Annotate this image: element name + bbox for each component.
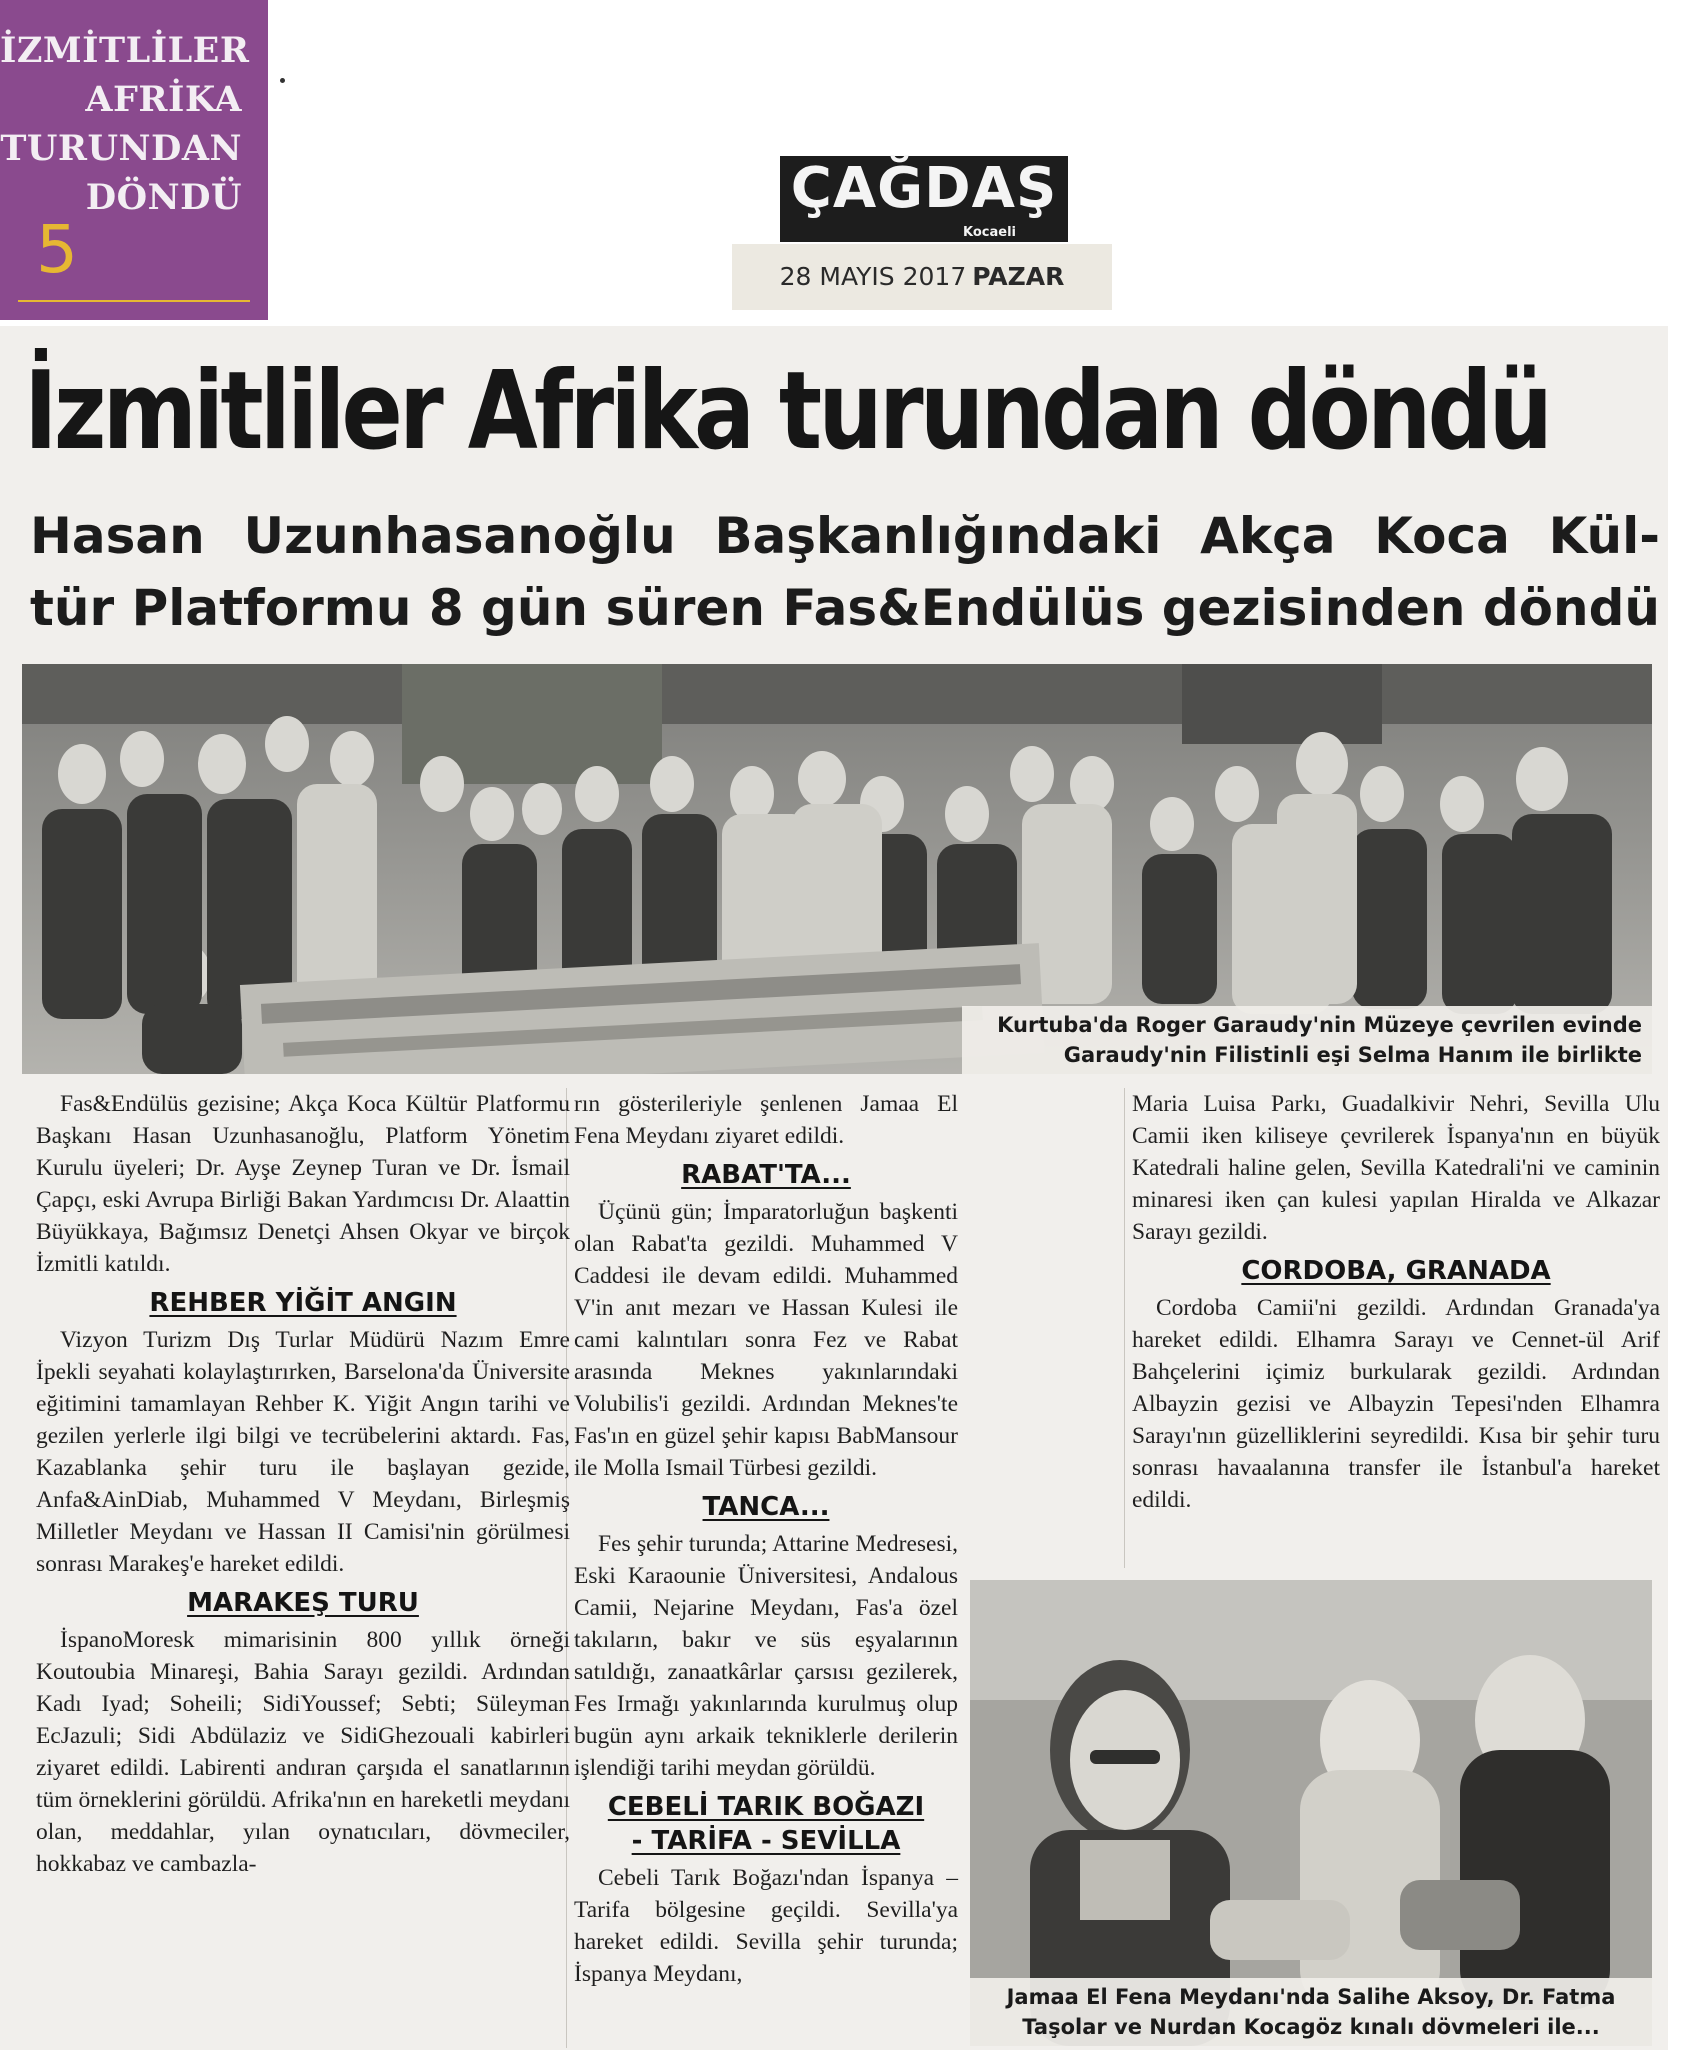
article-subhead: [30, 500, 1660, 644]
issue-date-text: 28 MAYIS 2017: [779, 262, 967, 291]
issue-day: PAZAR: [972, 262, 1065, 291]
article-column-3: [1132, 1088, 1660, 1516]
col2-paragraph-2: Fes şehir turunda; Attarine Medresesi, Eski Karaounie Üniversitesi, Andalous Camii, Nejarine Meydanı, Fas'a özel takıların, bakır ve süs eşyalarının satıldığı, zanaatkârlar çarsısı gezilerek, Fes Irmağı yakınlarında kurulmuş olup bugün aynı arkaik tekniklerle derilerin işlendiği tarihi meydan görüldü.: [574, 1531, 958, 1781]
col2-heading-tarifa-sevilla: - TARİFA - SEVİLLA: [631, 1826, 901, 1856]
masthead-title: ÇAĞDAŞ: [790, 156, 1058, 221]
col2-heading-rabat: RABAT'TA...: [681, 1160, 851, 1190]
col3-paragraph-1: Cordoba Camii'ni gezildi. Ardından Granada'ya hareket edildi. Elhamra Sarayı ve Cennet-ül Arif Bahçelerini içimiz burkularak gezildi. Ardından Albayzin gezisi ve Albayzin Tepesi'nden Elhamra Sarayı'nın güzelliklerini seyredildi. Kısa bir şehir turu sonrası havaalanına transfer ile İstanbul'a hareket edildi.: [1132, 1295, 1660, 1513]
article-column-1: [36, 1088, 570, 1880]
henna-photo-caption-line-1: Jamaa El Fena Meydanı'nda Salihe Aksoy, Dr. Fatma: [1006, 1985, 1616, 2009]
page-number-rule: [18, 300, 250, 302]
col2-heading-gibraltar: CEBELİ TARIK BOĞAZI: [607, 1792, 925, 1822]
col1-paragraph-2: İspanoMoresk mimarisinin 800 yıllık örneği Koutoubia Minareşi, Bahia Sarayı gezildi. Ardından Kadı Iyad; Soheili; SidiYoussef; Sebti; Süleyman EcJazuli; Sidi Abdülaziz ve SidiGhezouali kabirleri ziyaret edildi. Labirenti andıran çarşıda el sanatlarının tüm örneklerini görüldü. Afrika'nın en hareketli meydanı olan, meddahlar, yılan oynatıcıları, dövmeciler, hokkabaz ve cambazla-: [36, 1627, 570, 1877]
col1-heading-guide: REHBER YİĞİT ANGIN: [149, 1288, 457, 1318]
print-speck: [280, 78, 285, 83]
tag-line-3: TURUNDAN: [0, 128, 242, 169]
article-column-2: [574, 1088, 958, 1990]
group-photo-caption-line-2: Garaudy'nin Filistinli eşi Selma Hanım ile birlikte: [1063, 1043, 1642, 1067]
henna-photo-caption-line-2: Taşolar ve Nurdan Kocagöz kınalı dövmeleri ile...: [1022, 2015, 1600, 2039]
henna-photo-caption: [970, 1978, 1652, 2046]
group-photo: [22, 664, 1652, 1074]
col2-paragraph-1: Üçünü gün; İmparatorluğun başkenti olan Rabat'ta gezildi. Muhammed V Caddesi ile devam edildi. Muhammed V'in anıt mezarı ve Hassan Kulesi ile cami kalıntıları sonra Fez ve Rabat arasında Meknes yakınlarındaki Volubilis'i gezildi. Ardından Meknes'te Fas'ın en güzel şehir kapısı BabMansour ile Molla Ismail Türbesi gezildi.: [574, 1199, 958, 1481]
col3-heading-cordoba-granada: CORDOBA, GRANADA: [1241, 1256, 1551, 1286]
col3-paragraph-0: Maria Luisa Parkı, Guadalkivir Nehri, Sevilla Ulu Camii iken kiliseye çevrilerek İspanya'nın en büyük Katedrali haline gelen, Sevilla Katedrali'ni ve caminin minaresi iken çan kulesi yapılan Hiralda ve Alkazar Sarayı gezildi.: [1132, 1091, 1660, 1245]
col1-heading-marrakesh: MARAKEŞ TURU: [187, 1588, 419, 1618]
col2-heading-tangier: TANCA...: [702, 1492, 830, 1522]
col1-paragraph-1: Vizyon Turizm Dış Turlar Müdürü Nazım Emre İpekli seyahati kolaylaştırırken, Barselona'da Üniversite eğitimini tamamlayan Rehber K. Yiğit Angın tarihi ve gezilen yerlerle ilgi bilgi ve tecrübelerini aktardı. Fas, Kazablanka şehir turu ile başlayan gezide, Anfa&AinDiab, Muhammed V Meydanı, Birleşmiş Milletler Meydanı ve Hassan II Camisi'nin görülmesi sonrası Marakeş'e hareket edildi.: [36, 1327, 570, 1577]
subhead-line-1: Hasan Uzunhasanoğlu Başkanlığındaki Akça Koca Kül-: [30, 507, 1660, 565]
column-separator: [1124, 1088, 1125, 1568]
col2-paragraph-0: rın gösterileriyle şenlenen Jamaa El Fena Meydanı ziyaret edildi.: [574, 1091, 958, 1149]
tag-line-2: AFRİKA: [85, 79, 242, 120]
tag-line-1: İZMİTLİLER: [0, 30, 250, 71]
group-photo-caption-line-1: Kurtuba'da Roger Garaudy'nin Müzeye çevrilen evinde: [997, 1013, 1642, 1037]
group-photo-caption: [962, 1006, 1652, 1074]
issue-date: [732, 244, 1112, 310]
page-number: 5: [36, 211, 78, 288]
henna-photo-image: [970, 1580, 1652, 2046]
masthead-subtitle: Kocaeli: [963, 225, 1016, 240]
section-tag: [0, 0, 268, 320]
newspaper-masthead: [780, 156, 1068, 242]
subhead-line-2: tür Platformu 8 gün süren Fas&Endülüs gezisinden döndü: [30, 579, 1661, 637]
tag-line-4: DÖNDÜ: [85, 177, 242, 218]
col2-paragraph-3: Cebeli Tarık Boğazı'ndan İspanya – Tarifa bölgesine geçildi. Sevilla'ya hareket edildi. Sevilla şehir turunda; İspanya Meydanı,: [574, 1865, 958, 1987]
col1-intro: Fas&Endülüs gezisine; Akça Koca Kültür Platformu Başkanı Hasan Uzunhasanoğlu, Platform Yönetim Kurulu üyeleri; Dr. Ayşe Zeynep Turan ve Dr. İsmail Çapçı, eski Avrupa Birliği Bakan Yardımcısı Dr. Alaattin Büyükkaya, Bağımsız Denetçi Ahsen Okyar ve birçok İzmitli katıldı.: [36, 1091, 570, 1277]
article-headline: İzmitliler Afrika turundan döndü: [24, 349, 1550, 474]
henna-photo: [970, 1580, 1652, 2046]
